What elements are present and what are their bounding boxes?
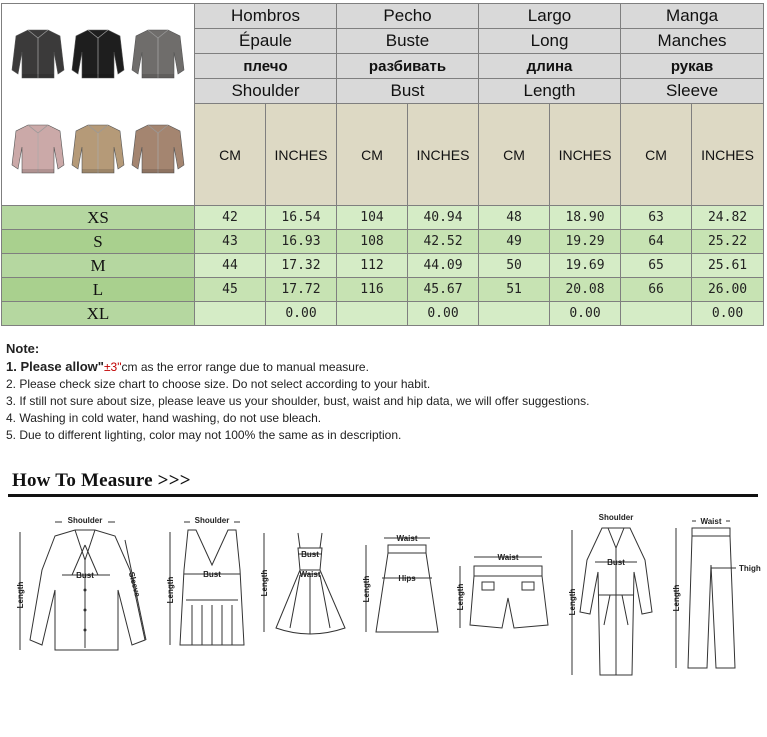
size-value: 25.61 <box>692 254 764 278</box>
unit-cm: CM <box>195 104 266 206</box>
size-chart-table <box>1 3 764 326</box>
header-bust-ru: разбивать <box>337 54 479 79</box>
label-waist: Waist <box>700 517 722 526</box>
header-sleeve-es: Manga <box>621 4 764 29</box>
notes-title: Note: <box>6 341 40 356</box>
size-value: 104 <box>337 206 408 230</box>
size-value: 25.22 <box>692 230 764 254</box>
label-shoulder: Shoulder <box>194 516 230 525</box>
skirt-diagram <box>366 538 438 632</box>
note-line-1-bold: 1. Please allow" <box>6 359 104 374</box>
unit-inches: INCHES <box>408 104 479 206</box>
jacket-thumbnail <box>12 125 64 173</box>
note-line-1-rest: cm as the error range due to manual measure. <box>121 360 369 374</box>
note-tolerance: ±3" <box>103 360 122 374</box>
header-length-en: Length <box>479 79 621 104</box>
size-label: L <box>2 278 195 302</box>
header-length-ru: длина <box>479 54 621 79</box>
size-row-m <box>2 254 764 278</box>
label-bust: Bust <box>301 550 319 559</box>
jacket-thumbnail <box>132 30 184 78</box>
label-sleeve: Sleeve <box>126 570 143 598</box>
size-row-l <box>2 278 764 302</box>
label-bust: Bust <box>76 571 94 580</box>
header-shoulder-fr: Épaule <box>195 29 337 54</box>
size-value: 17.32 <box>266 254 337 278</box>
size-value: 44.09 <box>408 254 479 278</box>
size-value: 43 <box>195 230 266 254</box>
label-shoulder: Shoulder <box>598 513 634 522</box>
size-value <box>195 302 266 326</box>
jacket-thumbnail <box>132 125 184 173</box>
size-value: 45 <box>195 278 266 302</box>
jacket-thumbnail <box>12 30 64 78</box>
dress-diagram <box>264 533 345 634</box>
label-length: Length <box>16 581 25 609</box>
how-to-measure-diagrams <box>0 500 767 737</box>
size-value: 44 <box>195 254 266 278</box>
vest-diagram <box>170 522 244 645</box>
jacket-thumbnail <box>72 30 124 78</box>
size-value: 19.29 <box>550 230 621 254</box>
header-row-spanish <box>2 4 764 29</box>
size-value <box>337 302 408 326</box>
jacket-thumbnail <box>72 125 124 173</box>
label-length: Length <box>456 583 465 611</box>
size-value: 20.08 <box>550 278 621 302</box>
size-value: 48 <box>479 206 550 230</box>
note-line-5: 5. Due to different lighting, color may not 100% the same as in description. <box>6 428 402 442</box>
label-bust: Bust <box>607 558 625 567</box>
size-label: XS <box>2 206 195 230</box>
header-bust-es: Pecho <box>337 4 479 29</box>
size-value: 64 <box>621 230 692 254</box>
label-waist: Waist <box>396 534 418 543</box>
trousers-diagram <box>676 521 736 668</box>
unit-cm: CM <box>479 104 550 206</box>
unit-inches: INCHES <box>266 104 337 206</box>
header-length-es: Largo <box>479 4 621 29</box>
note-line-3: 3. If still not sure about size, please leave us your shoulder, bust, waist and hip data, we will offer suggestions. <box>6 394 590 408</box>
size-value: 42 <box>195 206 266 230</box>
header-length-fr: Long <box>479 29 621 54</box>
size-value: 50 <box>479 254 550 278</box>
header-bust-fr: Buste <box>337 29 479 54</box>
header-shoulder-ru: плечо <box>195 54 337 79</box>
unit-cm: CM <box>337 104 408 206</box>
size-value: 0.00 <box>550 302 621 326</box>
size-value: 0.00 <box>266 302 337 326</box>
blouse-diagram <box>20 522 146 650</box>
shorts-diagram <box>460 557 548 628</box>
size-value: 19.69 <box>550 254 621 278</box>
size-label: S <box>2 230 195 254</box>
label-waist: Waist <box>299 570 321 579</box>
size-label: XL <box>2 302 195 326</box>
size-value: 0.00 <box>692 302 764 326</box>
unit-inches: INCHES <box>550 104 621 206</box>
header-sleeve-en: Sleeve <box>621 79 764 104</box>
size-value: 40.94 <box>408 206 479 230</box>
note-line-4: 4. Washing in cold water, hand washing, do not use bleach. <box>6 411 322 425</box>
size-value: 65 <box>621 254 692 278</box>
size-value: 16.54 <box>266 206 337 230</box>
header-bust-en: Bust <box>337 79 479 104</box>
size-label: M <box>2 254 195 278</box>
header-sleeve-fr: Manches <box>621 29 764 54</box>
size-value: 17.72 <box>266 278 337 302</box>
label-length: Length <box>568 588 577 616</box>
size-value: 24.82 <box>692 206 764 230</box>
label-length: Length <box>362 575 371 603</box>
header-shoulder-es: Hombros <box>195 4 337 29</box>
label-length: Length <box>166 576 175 604</box>
size-value: 112 <box>337 254 408 278</box>
size-value: 51 <box>479 278 550 302</box>
jacket-thumbnails <box>3 4 193 200</box>
size-value: 63 <box>621 206 692 230</box>
how-to-measure-title: How To Measure >>> <box>12 470 191 491</box>
note-line-2: 2. Please check size chart to choose size. Do not select according to your habit. <box>6 377 431 391</box>
size-value <box>621 302 692 326</box>
header-shoulder-en: Shoulder <box>195 79 337 104</box>
size-value: 49 <box>479 230 550 254</box>
label-length: Length <box>260 569 269 597</box>
size-value: 42.52 <box>408 230 479 254</box>
size-row-s <box>2 230 764 254</box>
size-value: 26.00 <box>692 278 764 302</box>
title-divider <box>8 494 758 497</box>
header-sleeve-ru: рукав <box>621 54 764 79</box>
size-row-xl <box>2 302 764 326</box>
unit-inches: INCHES <box>692 104 764 206</box>
size-row-xs <box>2 206 764 230</box>
size-value: 18.90 <box>550 206 621 230</box>
notes-section <box>6 340 761 444</box>
label-hips: Hips <box>398 574 416 583</box>
size-value: 16.93 <box>266 230 337 254</box>
size-value: 108 <box>337 230 408 254</box>
note-line-1 <box>6 358 761 376</box>
label-bust: Bust <box>203 570 221 579</box>
size-value: 116 <box>337 278 408 302</box>
product-image <box>2 4 195 206</box>
label-thigh: Thigh <box>739 564 761 573</box>
size-value: 66 <box>621 278 692 302</box>
label-length: Length <box>672 584 681 612</box>
size-value: 0.00 <box>408 302 479 326</box>
coat-diagram <box>572 521 652 675</box>
size-value: 45.67 <box>408 278 479 302</box>
unit-cm: CM <box>621 104 692 206</box>
label-waist: Waist <box>497 553 519 562</box>
label-shoulder: Shoulder <box>67 516 103 525</box>
size-value <box>479 302 550 326</box>
